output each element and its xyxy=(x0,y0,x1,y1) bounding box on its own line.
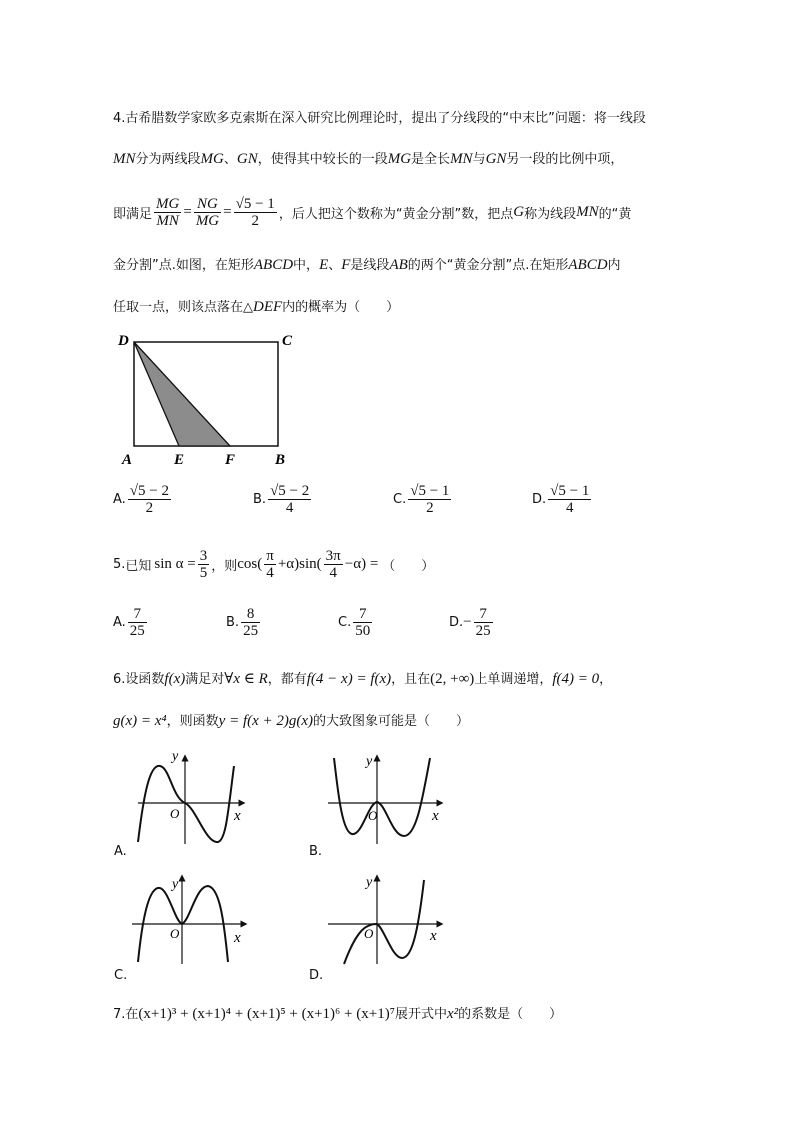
q4-text-1: 古希腊数学家欧多克索斯在深入研究比例理论时，提出了分线段的“中末比”问题：将一线段 xyxy=(125,111,646,126)
q5-text: 已知 xyxy=(125,558,152,574)
q7-text: 的系数是（ ） xyxy=(458,1007,563,1022)
q6-gx: g(x) = x⁴ xyxy=(113,713,167,729)
q4-text: 另一段的比例中项， xyxy=(506,152,624,167)
q4-option-b[interactable] xyxy=(253,483,313,516)
origin-label: O xyxy=(368,808,378,823)
option-num: 7 xyxy=(353,606,372,623)
q4-mn-1: MN xyxy=(113,151,136,167)
label-a: A xyxy=(122,452,133,468)
q6-graph-a[interactable] xyxy=(130,752,250,847)
q5-fraction-3pi-4 xyxy=(324,548,343,581)
y-label: y xyxy=(366,754,373,769)
q5-frac-num: 3 xyxy=(199,547,208,564)
q4-text: 即满足 xyxy=(113,206,153,222)
q4-frac3-num: √5 − 1 xyxy=(235,195,275,212)
option-fraction xyxy=(241,606,260,639)
q7-expression: (x+1)³ + (x+1)⁴ + (x+1)⁵ + (x+1)⁶ + (x+1)⁷ xyxy=(138,1006,395,1022)
q6-graph-b[interactable] xyxy=(324,752,449,847)
q4-text: 称为线段 xyxy=(524,206,577,222)
q4-mn-3: MN xyxy=(576,203,599,220)
q4-frac3-den: 2 xyxy=(251,212,259,229)
q7-line-1 xyxy=(113,1003,562,1023)
q4-frac1-den: MN xyxy=(156,212,179,229)
q4-text: 是全长 xyxy=(411,152,451,167)
q6-graph-c[interactable] xyxy=(128,872,253,967)
q4-line-3 xyxy=(113,192,631,232)
q5-blank: （ ） xyxy=(382,558,435,574)
q4-option-d[interactable] xyxy=(532,483,593,516)
x-label: x xyxy=(234,930,241,946)
option-label: B. xyxy=(253,492,267,507)
label-b: B xyxy=(275,452,286,468)
option-label: C. xyxy=(393,492,407,507)
x-label: x xyxy=(432,808,439,824)
q4-text: 、 xyxy=(223,152,237,167)
q4-fraction-ng-mg xyxy=(194,196,221,229)
q5-3pi-num: 3π xyxy=(325,547,341,564)
option-fraction xyxy=(128,483,171,516)
q5-fraction-pi-4 xyxy=(264,548,276,581)
q5-option-d[interactable] xyxy=(449,606,495,639)
q4-rectangle-figure xyxy=(112,328,312,470)
q4-number: 4. xyxy=(113,111,126,126)
q5-plus-alpha: +α)sin( xyxy=(277,555,322,572)
option-num: √5 − 1 xyxy=(410,483,450,499)
label-c: C xyxy=(282,333,293,349)
q4-f: F xyxy=(341,257,351,273)
q5-option-a[interactable] xyxy=(113,606,149,639)
label-f: F xyxy=(225,452,236,468)
q4-text: 、 xyxy=(328,258,342,273)
q6-option-b-label[interactable]: B. xyxy=(309,844,323,859)
origin-label: O xyxy=(364,926,374,941)
curve-a xyxy=(138,766,234,842)
option-fraction xyxy=(128,606,147,639)
option-den: 50 xyxy=(355,623,371,639)
q7-text: 展开式中 xyxy=(394,1007,447,1022)
option-num: √5 − 1 xyxy=(550,483,590,499)
option-den: 25 xyxy=(475,623,491,639)
q4-mg-1: MG xyxy=(200,151,224,167)
y-label: y xyxy=(366,875,373,890)
option-den: 4 xyxy=(285,500,294,516)
q4-text: 分为两线段 xyxy=(135,152,201,167)
q5-frac-den: 5 xyxy=(199,564,208,581)
q5-text: ，则 xyxy=(211,558,238,574)
option-num: √5 − 2 xyxy=(129,483,169,499)
q6-fx: f(x) xyxy=(164,671,186,687)
curve-d xyxy=(344,880,424,964)
option-den: 4 xyxy=(566,500,574,516)
q4-frac1-num: MG xyxy=(156,195,180,212)
option-num: 7 xyxy=(128,606,147,623)
q4-frac2-num: NG xyxy=(194,196,221,213)
option-num: √5 − 2 xyxy=(270,483,310,499)
q5-option-c[interactable] xyxy=(338,606,374,639)
q4-text: 内 xyxy=(607,258,621,273)
q7-text: 在 xyxy=(125,1007,139,1022)
q7-number: 7. xyxy=(113,1007,126,1022)
q4-text: 是线段 xyxy=(350,258,390,273)
option-fraction xyxy=(548,483,591,516)
q5-number: 5. xyxy=(113,556,126,572)
option-den: 2 xyxy=(145,500,154,516)
q6-symmetry: f(4 − x) = f(x) xyxy=(306,671,392,687)
q4-line-5 xyxy=(113,296,399,316)
q4-mg-2: MG xyxy=(387,151,412,167)
x-label: x xyxy=(234,808,241,824)
option-num: 8 xyxy=(241,606,260,623)
q4-text: 的两个“黄金分割”点.在矩形 xyxy=(407,258,569,273)
q6-text: ， xyxy=(599,672,613,687)
origin-label: O xyxy=(170,926,180,941)
label-e: E xyxy=(174,452,185,468)
q6-f4: f(4) = 0 xyxy=(552,671,600,687)
triangle-def xyxy=(134,342,230,446)
q6-text: ，都有 xyxy=(267,672,307,687)
q4-option-a[interactable] xyxy=(113,483,173,516)
q4-text: 金分割”点.如图，在矩形 xyxy=(113,258,254,273)
q4-equals-1: = xyxy=(183,203,192,220)
q4-option-c[interactable] xyxy=(393,483,453,516)
y-label: y xyxy=(172,877,179,892)
option-label: C. xyxy=(338,615,352,630)
option-den: 25 xyxy=(243,623,259,639)
q4-text: 的“黄 xyxy=(598,206,632,222)
q4-fraction-mg-mn xyxy=(154,196,181,229)
q5-fraction-3-5 xyxy=(198,548,210,581)
q5-pi-den: 4 xyxy=(266,564,274,581)
q4-abcd-2: ABCD xyxy=(568,257,608,273)
option-fraction xyxy=(268,483,311,516)
q6-option-a-label[interactable]: A. xyxy=(114,844,127,859)
q4-ab: AB xyxy=(389,257,408,273)
q4-frac2-den: MG xyxy=(195,212,220,229)
option-den: 25 xyxy=(129,623,145,639)
option-den: 2 xyxy=(426,500,434,516)
q4-equals-2: = xyxy=(223,203,232,220)
option-label: D. xyxy=(449,615,464,630)
q4-fraction-golden xyxy=(234,196,277,229)
q4-text: 内的概率为（ ） xyxy=(282,300,400,315)
option-num: 7 xyxy=(474,606,493,623)
y-label: y xyxy=(172,752,179,764)
q4-gn-2: GN xyxy=(485,151,507,167)
q4-line-4 xyxy=(113,254,621,274)
option-label: B. xyxy=(226,615,240,630)
q4-line-1 xyxy=(113,107,646,126)
q4-text: 中， xyxy=(293,258,320,273)
q6-graph-d[interactable] xyxy=(324,872,449,967)
q6-text: 满足对 xyxy=(185,672,225,687)
q4-def: DEF xyxy=(253,299,283,315)
q5-cos: cos( xyxy=(237,555,263,572)
q6-text: 的大致图象可能是（ ） xyxy=(313,714,470,729)
q6-y-expr: y = f(x + 2)g(x) xyxy=(218,713,314,729)
origin-label: O xyxy=(170,806,180,821)
q6-number: 6. xyxy=(113,672,126,687)
q5-sin: sin α = xyxy=(154,555,196,572)
q6-forall: ∀x ∈ R xyxy=(224,671,268,687)
q5-option-b[interactable] xyxy=(226,606,262,639)
q4-e: E xyxy=(319,257,329,273)
q5-3pi-den: 4 xyxy=(329,564,337,581)
q4-abcd-1: ABCD xyxy=(253,257,294,273)
option-label: A. xyxy=(113,492,126,507)
q5-minus-alpha: −α) = xyxy=(344,555,379,572)
option-fraction xyxy=(408,483,451,516)
q4-g: G xyxy=(513,203,525,220)
q6-option-d-label[interactable]: D. xyxy=(309,968,324,983)
q4-text: ，使得其中较长的一段 xyxy=(257,152,388,167)
q7-term: x² xyxy=(446,1006,459,1022)
q6-text: ，且在 xyxy=(391,672,431,687)
option-label: A. xyxy=(113,615,126,630)
q5-line-1 xyxy=(113,542,434,586)
label-d: D xyxy=(118,333,129,349)
q6-option-c-label[interactable]: C. xyxy=(114,968,128,983)
q6-interval: (2, +∞) xyxy=(430,671,475,687)
option-sign: − xyxy=(463,614,472,630)
q6-text: 设函数 xyxy=(125,672,165,687)
q5-pi-num: π xyxy=(266,547,274,564)
q4-mn-2: MN xyxy=(450,151,473,167)
q4-text: 任取一点，则该点落在△ xyxy=(113,300,253,315)
q6-line-2 xyxy=(113,710,469,730)
option-fraction xyxy=(474,606,493,639)
x-label: x xyxy=(430,928,437,944)
q4-line-2 xyxy=(113,148,623,168)
option-label: D. xyxy=(532,492,547,507)
curve-b xyxy=(334,758,430,836)
option-fraction xyxy=(353,606,372,639)
q6-text: 上单调递增， xyxy=(474,672,553,687)
q4-gn-1: GN xyxy=(236,151,258,167)
q6-text: ，则函数 xyxy=(166,714,219,729)
q4-text: ，后人把这个数称为“黄金分割”数，把点 xyxy=(278,206,514,222)
q4-text: 与 xyxy=(472,152,486,167)
q6-line-1 xyxy=(113,668,612,688)
